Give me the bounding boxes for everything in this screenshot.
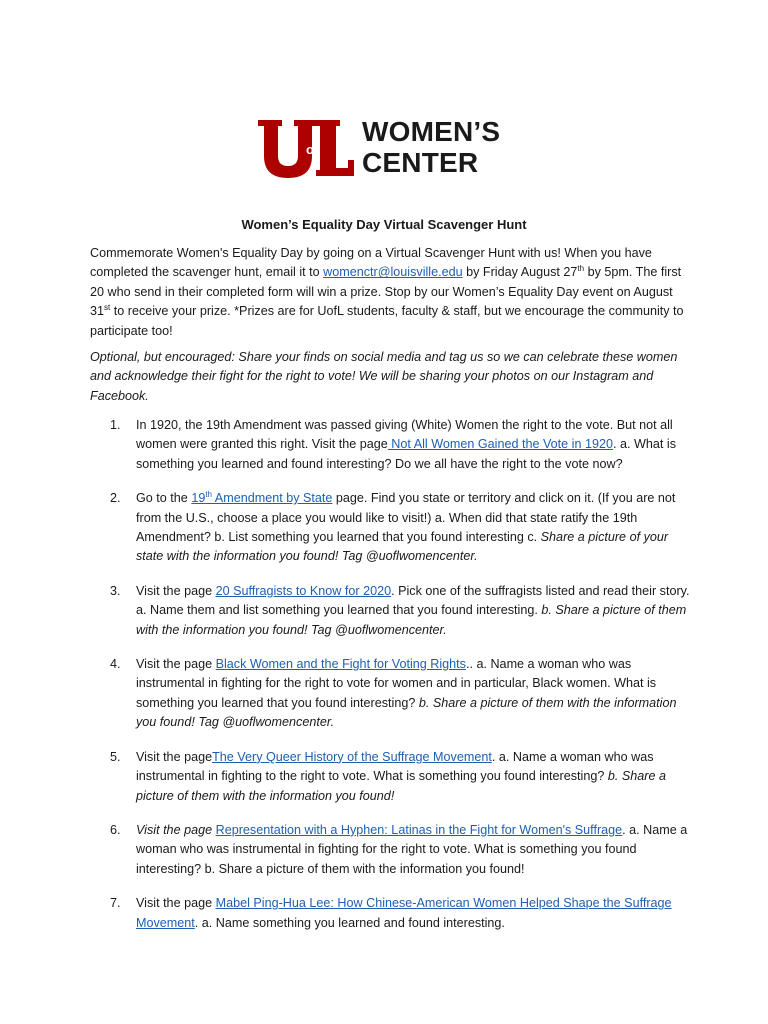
item-number: 3.	[110, 583, 121, 598]
item-text: Visit the page	[136, 749, 213, 764]
optional-paragraph: Optional, but encouraged: Share your finds on social media and tag us so we can celebrate these women and acknowledge their fight for the right to vote! We will be sharing your photos on our Instagram and Facebook.	[90, 350, 678, 403]
item-link[interactable]: The Very Queer History of the Suffrage Movement	[212, 749, 492, 764]
intro-sup-2: st	[104, 303, 111, 313]
item-italic-text: b. Share a picture of them with the information you found!	[136, 769, 666, 803]
item-italic-text: Visit the page	[136, 822, 216, 837]
item-number: 5.	[110, 749, 121, 764]
intro-text-3: by 5pm. The first 20 who send in their completed form will win a prize. Stop by our Women’s Equality Day event on August 31	[90, 265, 682, 319]
item-link-sup: th	[205, 490, 212, 500]
item-number: 2.	[110, 491, 121, 506]
item-text: Visit the page	[136, 657, 216, 672]
intro-text-1: Commemorate Women's Equality Day by going on a Virtual Scavenger Hunt with us! When you have completed the scavenger hunt, email it to	[90, 246, 652, 280]
logo-wordmark	[362, 116, 500, 178]
item-text: Go to the	[136, 491, 192, 506]
item-link[interactable]: Black Women and the Fight for Voting Rights	[215, 657, 466, 672]
intro-text-4: to receive your prize. *Prizes are for UofL students, faculty & staff, but we encourage the community to participate too!	[90, 304, 684, 338]
logo-line-1: WOMEN’S	[362, 116, 501, 147]
list-item	[90, 655, 690, 733]
item-link[interactable]: Mabel Ping-Hua Lee: How Chinese-American Women Helped Shape the Suffrage Movement	[136, 896, 672, 930]
item-text: . a. Name a woman who was instrumental in fighting to the right to vote. What is something you found interesting?	[136, 749, 654, 784]
item-text: . a. Name something you learned and found interesting.	[194, 915, 505, 930]
item-text: In 1920, the 19th Amendment was passed giving (White) Women the right to the vote. But not all women were granted this right. Visit the page	[136, 418, 673, 452]
email-link[interactable]: womenctr@louisville.edu	[323, 265, 463, 280]
intro-text-2: by Friday August 27	[462, 265, 578, 280]
item-number: 4.	[110, 657, 121, 672]
item-link[interactable]: 20 Suffragists to Know for 2020	[215, 583, 392, 598]
list-item	[90, 416, 690, 474]
document-title: Women’s Equality Day Virtual Scavenger Hunt	[241, 217, 527, 232]
item-text: . Pick one of the suffragists listed and read their story. a. Name them and list something you learned that you found interesting.	[136, 583, 690, 618]
item-link-text: Amendment by State	[212, 491, 333, 506]
list-item	[90, 821, 690, 879]
logo-line-2: CENTER	[362, 147, 479, 178]
item-number: 7.	[110, 896, 121, 911]
item-link[interactable]: Not All Women Gained the Vote in 1920	[387, 437, 613, 452]
item-link-text: 19	[191, 491, 206, 506]
list-item	[90, 582, 690, 640]
task-list	[90, 416, 690, 933]
item-link[interactable]	[191, 491, 332, 505]
item-italic-text: b. Share a picture of them with the information you found! Tag @uoflwomencenter.	[136, 695, 677, 730]
item-text: .. a. Name a woman who was instrumental in fighting for the right to vote for women and in particular, Black women. What is something you learned that you found interesting?	[136, 657, 657, 710]
item-text: . a. What is something you learned and found interesting? Do we all have the right to the vote now?	[136, 437, 676, 471]
item-text: . a. Name a woman who was instrumental in fighting for the right to vote. What is something you found interesting? b. Share a picture of them with the information you found!	[136, 822, 688, 876]
item-link[interactable]: Representation with a Hyphen: Latinas in the Fight for Women's Suffrage	[215, 822, 623, 837]
item-number: 6.	[110, 822, 121, 837]
item-text: Visit the page	[136, 583, 216, 598]
item-text: page. Find you state or territory and click on it. (If you are not from the U.S., choose a place you would like to visit!) a. When did that state ratify the 19th Amendment? b. List something you learned that you found interesting c.	[136, 491, 676, 545]
item-italic-text: b. Share a picture of them with the information you found! Tag @uoflwomencenter.	[136, 603, 687, 637]
svg-text:of: of	[306, 142, 319, 157]
item-text: Visit the page	[136, 896, 216, 911]
intro-sup-1: th	[577, 264, 585, 274]
item-number: 1.	[110, 418, 121, 432]
intro-paragraph	[90, 244, 690, 341]
list-item	[90, 894, 690, 933]
list-item	[90, 489, 690, 567]
item-italic-text: Share a picture of your state with the information you found! Tag @uoflwomencenter.	[136, 530, 669, 564]
list-item	[90, 748, 690, 806]
